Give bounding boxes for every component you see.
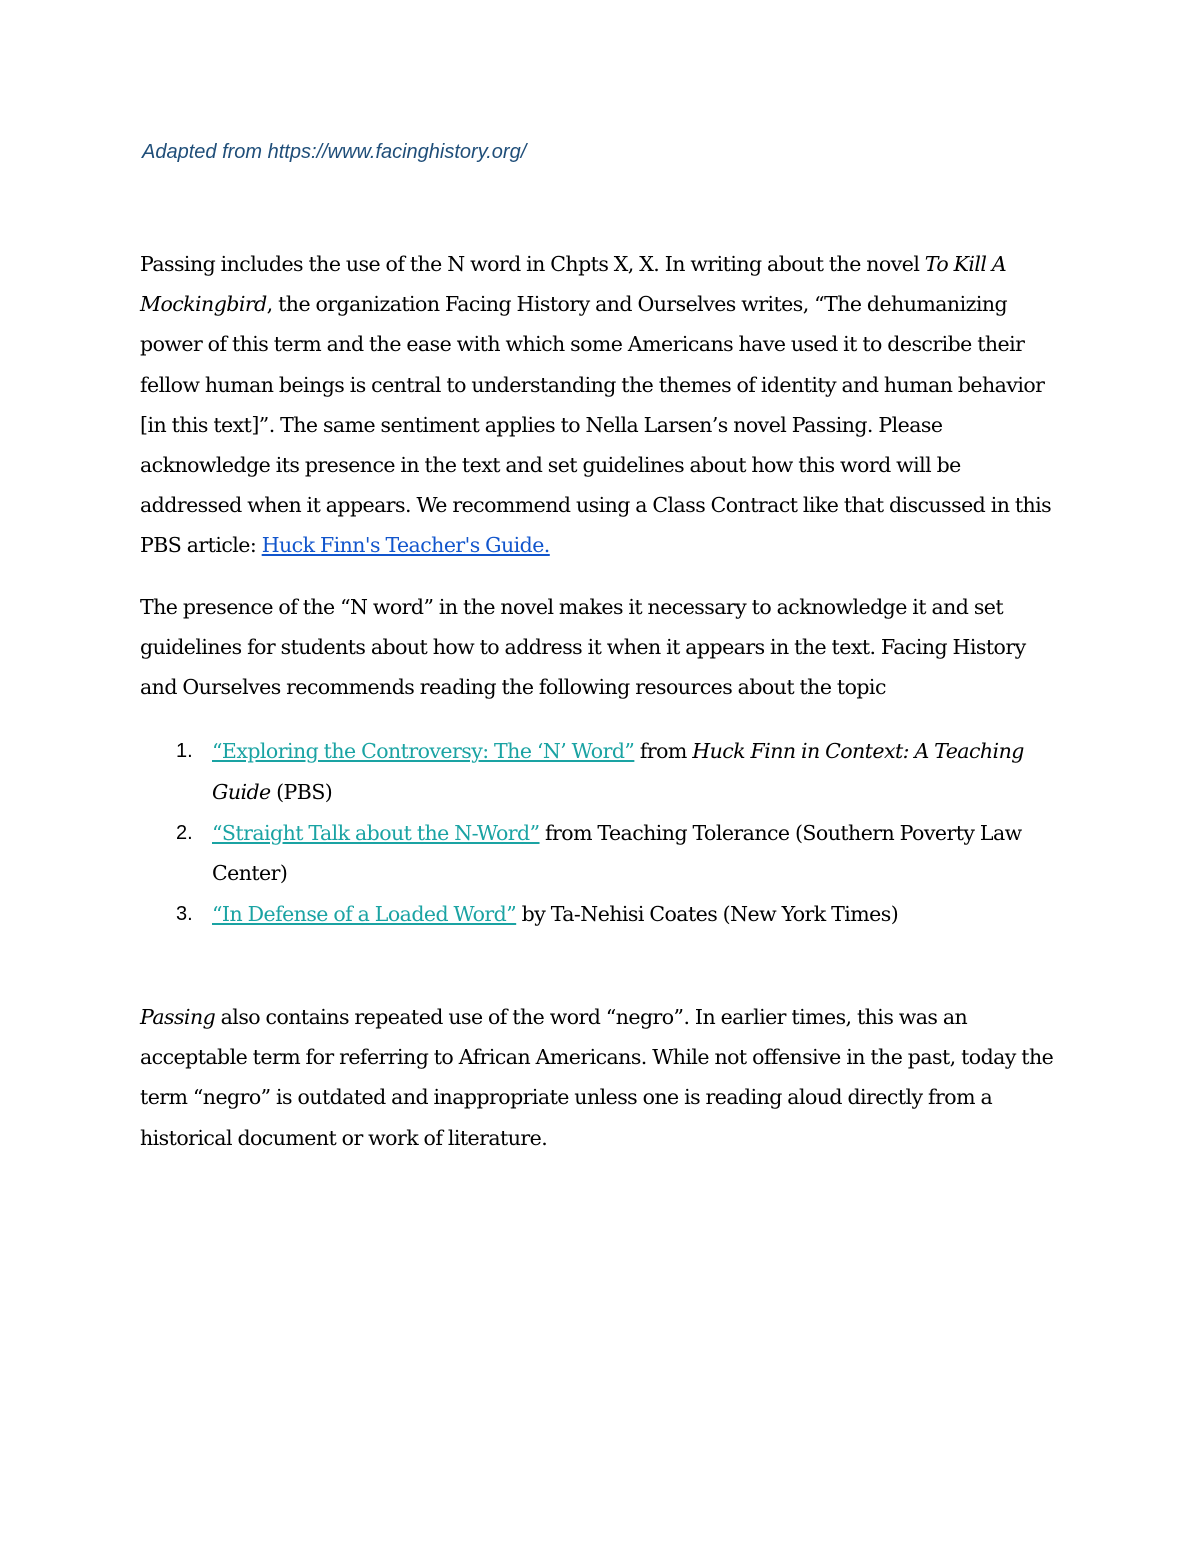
paragraph-resources-intro: The presence of the “N word” in the novel makes it necessary to acknowledge it and set guidelines for students about how to address it when it appears in the text. Facing History and Ourselves recommends reading the following resources about the topic — [140, 595, 1026, 700]
paragraph-negro-term — [140, 997, 1060, 1158]
novel-title: Passing — [140, 1005, 216, 1029]
paragraph-n-word-intro — [140, 244, 1060, 566]
resource-source: (PBS) — [270, 779, 333, 804]
paragraph-text: also contains repeated use of the word “negro”. In earlier times, this was an acceptable term for referring to African Americans. While not offensive in the past, today the term “negro” is outdated and inappropriate unless one is reading aloud directly from a historical document or work of literature. — [140, 1005, 1054, 1150]
resource-source: from Teaching Tolerance (Southern Poverty Law Center) — [212, 820, 1022, 886]
list-number: 3. — [176, 903, 193, 926]
resources-list — [140, 731, 1040, 935]
exploring-controversy-link[interactable]: “Exploring the Controversy: The ‘N’ Word” — [212, 739, 635, 763]
paragraph-text: , the organization Facing History and Ourselves writes, “The dehumanizing power of this term and the ease with which some Americans have used it to describe their fellow human beings is central to understanding the themes of identity and human behavior [in this text]”. The same sentiment applies to Nella Larsen’s novel Passing. Please acknowledge its presence in the text and set guidelines about how this word will be addressed when it appears. We recommend using a Class Contract like that discussed in this PBS article: — [140, 292, 1052, 558]
huck-finn-teachers-guide-link[interactable]: Huck Finn's Teacher's Guide. — [261, 533, 550, 558]
paragraph-text: Passing includes the use of the N word in Chpts X, X. In writing about the novel — [140, 252, 925, 276]
list-item — [140, 894, 1040, 935]
source-note: Adapted from https://www.facinghistory.org/ — [142, 141, 527, 163]
resource-source-title: Huck Finn in Context: A Teaching Guide — [212, 739, 1024, 804]
straight-talk-link[interactable]: “Straight Talk about the N-Word” — [212, 820, 540, 845]
list-item — [140, 813, 1040, 895]
defense-loaded-word-link[interactable]: “In Defense of a Loaded Word” — [212, 902, 517, 927]
list-item — [140, 731, 1040, 813]
novel-title: To Kill A Mockingbird — [140, 252, 1007, 317]
resource-connector: from — [634, 739, 693, 763]
list-number: 2. — [176, 821, 193, 844]
resource-source: by Ta-Nehisi Coates (New York Times) — [516, 902, 899, 927]
list-number: 1. — [176, 740, 193, 762]
